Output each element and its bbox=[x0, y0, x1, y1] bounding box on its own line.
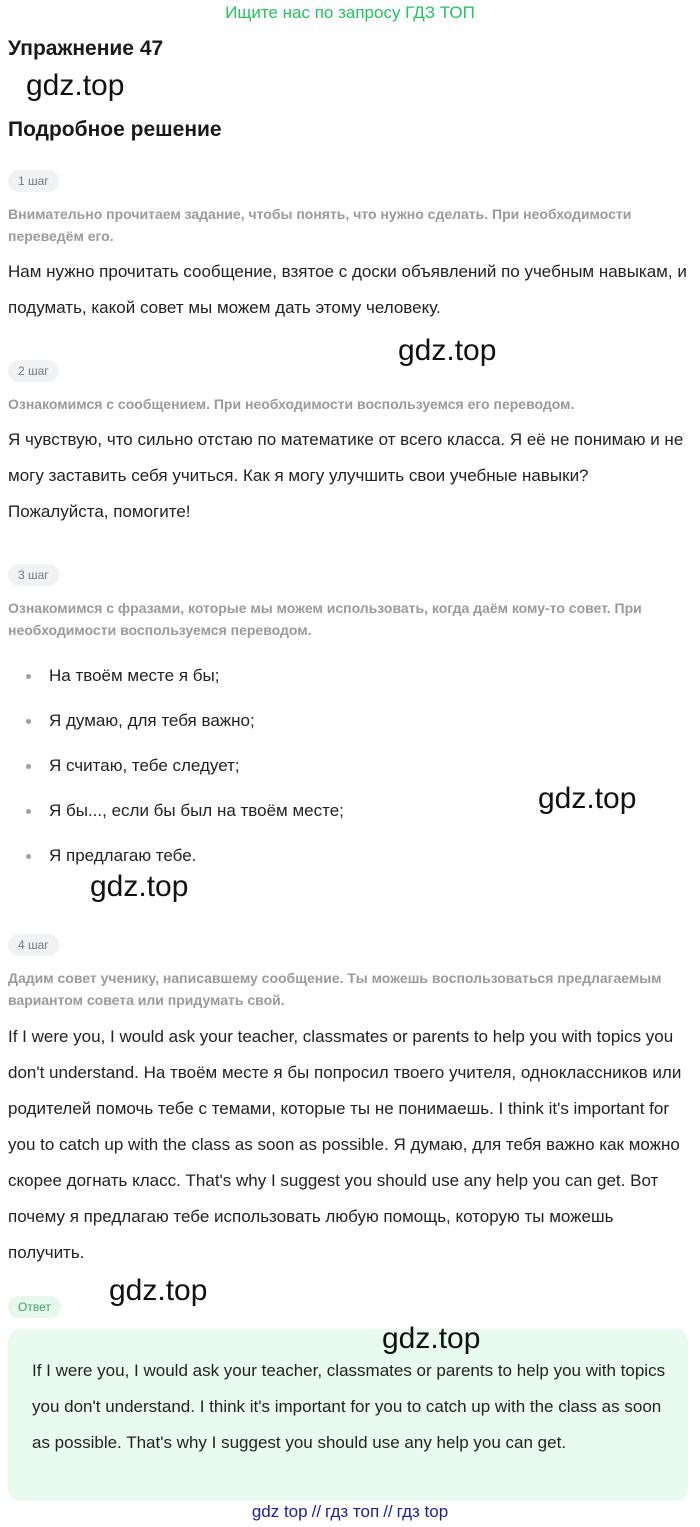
list-item: Я считаю, тебе следует; bbox=[8, 748, 668, 793]
list-item: На твоём месте я бы; bbox=[8, 658, 668, 703]
step-1-badge: 1 шаг bbox=[8, 170, 59, 192]
answer-badge: Ответ bbox=[8, 1296, 61, 1318]
step-4-text: If I were you, I would ask your teacher, classmates or parents to help you with topics you don't understand. На твоём месте я бы попросил твоего учителя, одноклассников или родителей помочь тебе с темами, которые ты не понимаешь. I think it's important for you to catch up with the class as soon as possible. Я думаю, для тебя важно как можно скорее догнать класс. That's why I suggest you should use any help you can get. Вот почему я предлагаю тебе использовать любую помощь, которую ты можешь получить. bbox=[8, 1027, 682, 1262]
step-4-instruction: Дадим совет ученику, написавшему сообщение. Ты можешь воспользоваться предлагаемым вариантом совета или придумать свой. bbox=[8, 970, 662, 1008]
footer-separator: // bbox=[311, 1502, 322, 1521]
watermark: gdz.top bbox=[26, 69, 125, 102]
phrases-list bbox=[8, 658, 668, 883]
step-3-badge: 3 шаг bbox=[8, 564, 59, 586]
watermark: gdz.top bbox=[398, 334, 497, 367]
answer-text: If I were you, I would ask your teacher, classmates or parents to help you with topics you don't understand. I think it's important for you to catch up with the class as soon as possible. That's why I suggest you should use any help you can get. bbox=[32, 1361, 666, 1452]
footer-link-gdz-top-mixed[interactable]: гдз top bbox=[396, 1502, 449, 1521]
watermark: gdz.top bbox=[109, 1274, 208, 1307]
solution-heading: Подробное решение bbox=[8, 118, 222, 141]
step-2-badge: 2 шаг bbox=[8, 360, 59, 382]
step-2-instruction: Ознакомимся с сообщением. При необходимости воспользуемся его переводом. bbox=[8, 396, 575, 412]
list-item: Я бы..., если бы был на твоём месте; bbox=[8, 793, 668, 838]
search-banner: Ищите нас по запросу ГДЗ ТОП bbox=[225, 3, 475, 22]
step-4-badge: 4 шаг bbox=[8, 934, 59, 956]
step-1-text: Нам нужно прочитать сообщение, взятое с доски объявлений по учебным навыкам, и подумать, какой совет мы можем дать этому человеку. bbox=[8, 262, 687, 317]
list-item: Я думаю, для тебя важно; bbox=[8, 703, 668, 748]
answer-box bbox=[8, 1329, 688, 1501]
footer-separator: // bbox=[383, 1502, 393, 1521]
page-title: Упражнение 47 bbox=[8, 37, 164, 60]
footer-links bbox=[0, 1500, 700, 1524]
step-1-instruction: Внимательно прочитаем задание, чтобы понять, что нужно сделать. При необходимости переведём его. bbox=[8, 206, 632, 244]
watermark: gdz.top bbox=[90, 870, 189, 903]
watermark: gdz.top bbox=[538, 782, 637, 815]
watermark: gdz.top bbox=[382, 1322, 481, 1355]
step-2-text: Я чувствую, что сильно отстаю по математике от всего класса. Я её не понимаю и не могу заставить себя учиться. Как я могу улучшить свои учебные навыки? Пожалуйста, помогите! bbox=[8, 430, 684, 521]
step-3-instruction: Ознакомимся с фразами, которые мы можем использовать, когда даём кому-то совет. При необходимости воспользуемся переводом. bbox=[8, 600, 642, 638]
list-item: Я предлагаю тебе. bbox=[8, 838, 668, 883]
footer-link-gdz-top-ru[interactable]: гдз топ bbox=[325, 1502, 380, 1521]
footer-link-gdz-top[interactable]: gdz top bbox=[251, 1502, 308, 1521]
